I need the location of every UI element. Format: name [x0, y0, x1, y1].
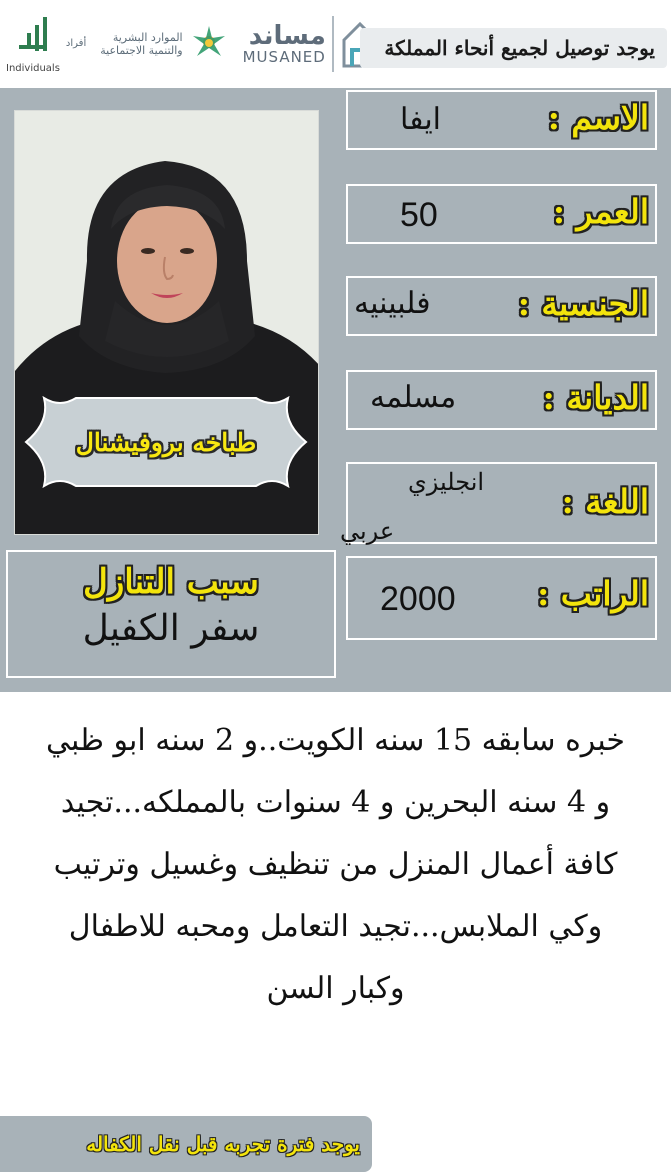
- trial-period-banner: [0, 1116, 372, 1172]
- language-label: اللغة :: [561, 482, 649, 521]
- ministry-logo: [100, 22, 228, 66]
- language-english: انجليزي: [408, 468, 485, 496]
- description-line: كافة أعمال المنزل من تنظيف وغسيل وترتيب: [53, 847, 618, 882]
- absher-logo: [6, 15, 86, 74]
- row-age: [346, 184, 657, 244]
- language-arabic: عربي: [340, 517, 395, 545]
- salary-value: 2000: [380, 580, 456, 618]
- release-reason-value: سفر الكفيل: [82, 608, 260, 649]
- row-nationality: [346, 276, 657, 336]
- delivery-banner-text: يوجد توصيل لجميع أنحاء المملكة: [384, 36, 655, 60]
- release-reason-box: [6, 550, 336, 678]
- absher-en-text: Individuals: [6, 62, 60, 74]
- description-line: و 4 سنه البحرين و 4 سنوات بالمملكه...تجيد: [60, 785, 611, 820]
- description-line: وكبار السن: [266, 971, 405, 1006]
- trial-period-text: يوجد فترة تجربه قبل نقل الكفاله: [86, 1132, 360, 1156]
- nationality-label: الجنسية :: [517, 284, 649, 323]
- name-label: الاسم :: [547, 98, 649, 137]
- musaned-en-text: MUSANED: [242, 47, 326, 66]
- description-line: وكي الملابس...تجيد التعامل ومحبه للاطفال: [68, 909, 603, 944]
- job-title-plaque: [20, 392, 312, 492]
- absher-ar-text: أفراد: [65, 38, 87, 49]
- job-title: طباخه بروفيشنال: [75, 427, 257, 457]
- row-name: [346, 90, 657, 150]
- age-value: 50: [400, 196, 438, 234]
- ministry-line-2: والتنمية الاجتماعية: [100, 44, 183, 57]
- header: [0, 0, 671, 88]
- musaned-ar-text: مساند: [248, 20, 326, 51]
- musaned-logo: [243, 16, 380, 72]
- age-label: العمر :: [552, 192, 649, 231]
- logo-strip: [6, 6, 380, 82]
- experience-description: [10, 710, 661, 1020]
- ministry-emblem-icon: [189, 22, 229, 66]
- row-religion: [346, 370, 657, 430]
- logo-divider: [332, 16, 334, 72]
- delivery-banner: [360, 28, 667, 68]
- absher-icon: [13, 15, 53, 59]
- religion-value: مسلمه: [370, 380, 457, 415]
- description-line: خبره سابقه 15 سنه الكويت..و 2 سنه ابو ظبي: [46, 723, 625, 758]
- religion-label: الديانة :: [542, 378, 649, 417]
- salary-label: الراتب :: [537, 574, 649, 613]
- ministry-line-1: الموارد البشرية: [112, 30, 183, 44]
- row-salary: [346, 556, 657, 640]
- release-reason-title: سبب التنازل: [83, 562, 259, 602]
- nationality-value: فلبينيه: [354, 286, 431, 321]
- name-value: ايفا: [400, 102, 442, 137]
